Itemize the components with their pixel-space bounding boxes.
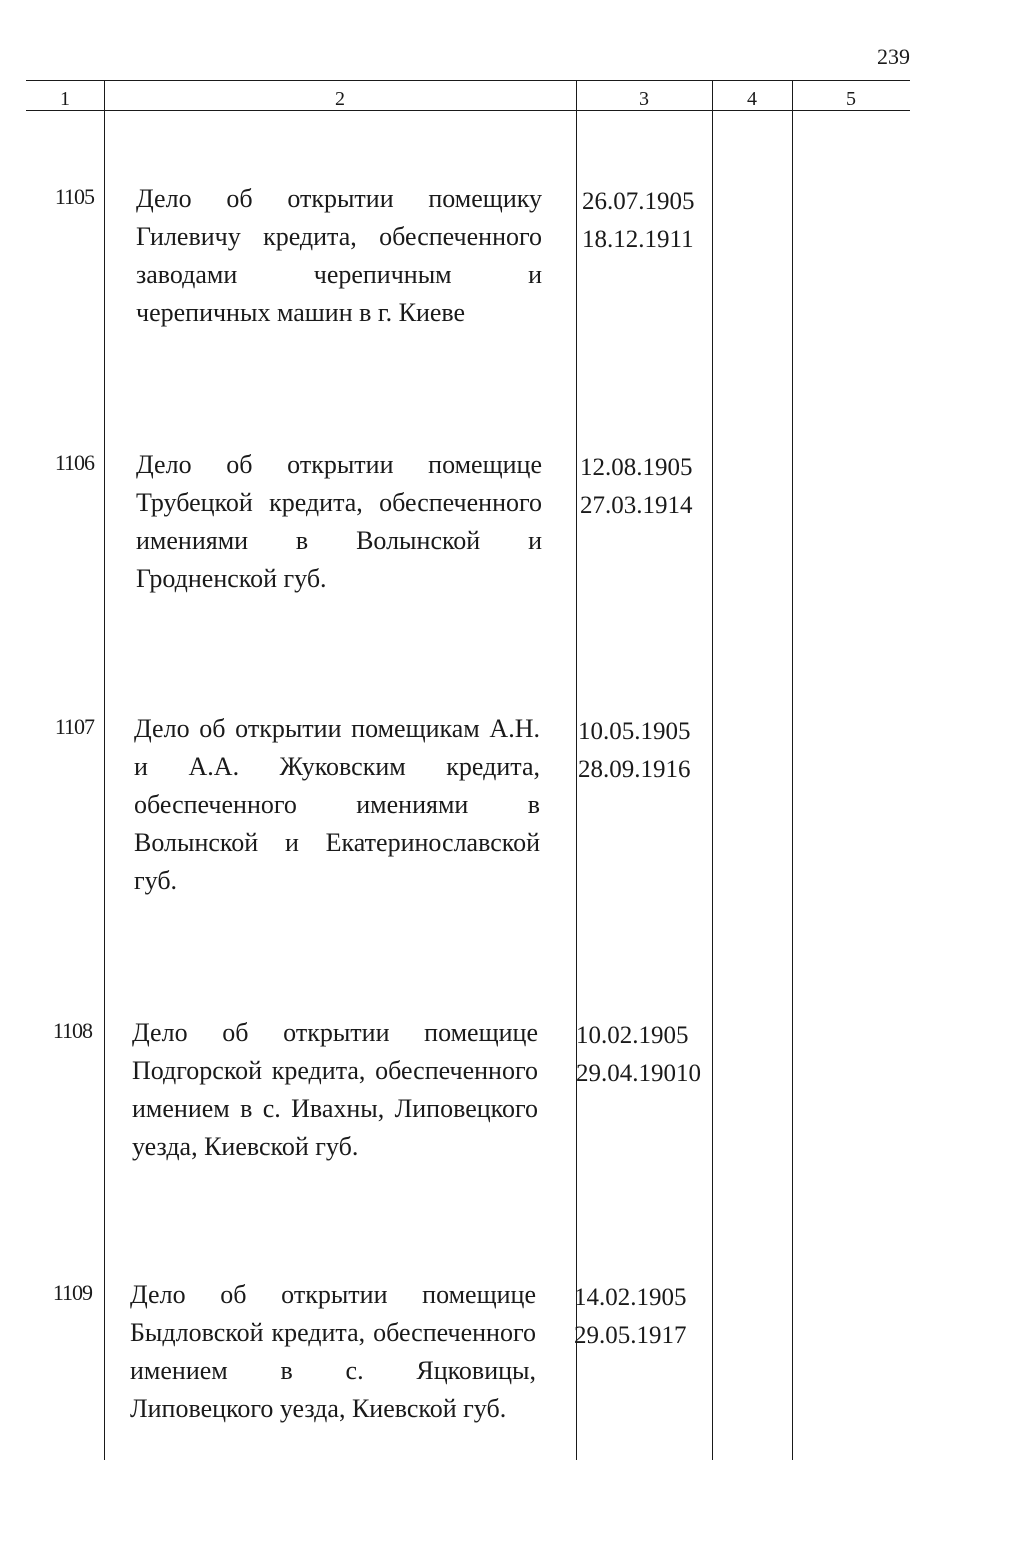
column-divider-3 (712, 80, 713, 1460)
record-date-start: 10.05.1905 (578, 718, 691, 745)
header-top-rule (26, 80, 910, 81)
record-date-start: 12.08.1905 (580, 454, 693, 481)
column-header-5: 5 (846, 88, 856, 110)
record-date-start: 14.02.1905 (574, 1284, 687, 1311)
column-header-3: 3 (639, 88, 649, 110)
record-date-start: 26.07.1905 (582, 188, 695, 215)
record-dates (576, 1017, 701, 1093)
record-title: Дело об открытии помещице Быдловской кредита, обеспеченного имением в с. Яцковицы, Липовецкого уезда, Киевской губ. (130, 1280, 536, 1423)
record-title: Дело об открытии помещице Трубецкой кредита, обеспеченного имениями в Волынской и Гродненской губ. (136, 450, 542, 593)
record-number: 1105 (54, 184, 94, 209)
record-number: 1109 (52, 1280, 92, 1305)
page-number: 239 (877, 44, 910, 69)
column-header-4: 4 (747, 88, 757, 110)
record-number: 1106 (54, 450, 94, 475)
record-dates (580, 449, 693, 525)
column-header-2: 2 (335, 88, 345, 110)
column-divider-2 (576, 80, 577, 1460)
record-title: Дело об открытии помещику Гилевичу кредита, обеспеченного заводами черепичным и черепичных машин в г. Киеве (136, 184, 542, 327)
record-date-end: 18.12.1911 (582, 226, 694, 253)
record-dates (578, 713, 691, 789)
record-dates (574, 1279, 687, 1355)
column-header-1: 1 (60, 88, 70, 110)
record-date-end: 27.03.1914 (580, 492, 693, 519)
column-divider-4 (792, 80, 793, 1460)
record-date-end: 29.05.1917 (574, 1322, 687, 1349)
record-date-end: 29.04.19010 (576, 1060, 701, 1087)
column-divider-1 (104, 80, 105, 1460)
record-title: Дело об открытии помещице Подгорской кредита, обеспеченного имением в с. Ивахны, Липовецкого уезда, Киевской губ. (132, 1018, 538, 1161)
record-date-start: 10.02.1905 (576, 1022, 689, 1049)
record-dates (582, 183, 695, 259)
record-date-end: 28.09.1916 (578, 756, 691, 783)
record-title: Дело об открытии помещикам А.Н. и А.А. Жуковским кредита, обеспеченного имениями в Волынской и Екатеринославской губ. (134, 714, 540, 895)
record-number: 1107 (54, 714, 94, 739)
record-number: 1108 (52, 1018, 92, 1043)
